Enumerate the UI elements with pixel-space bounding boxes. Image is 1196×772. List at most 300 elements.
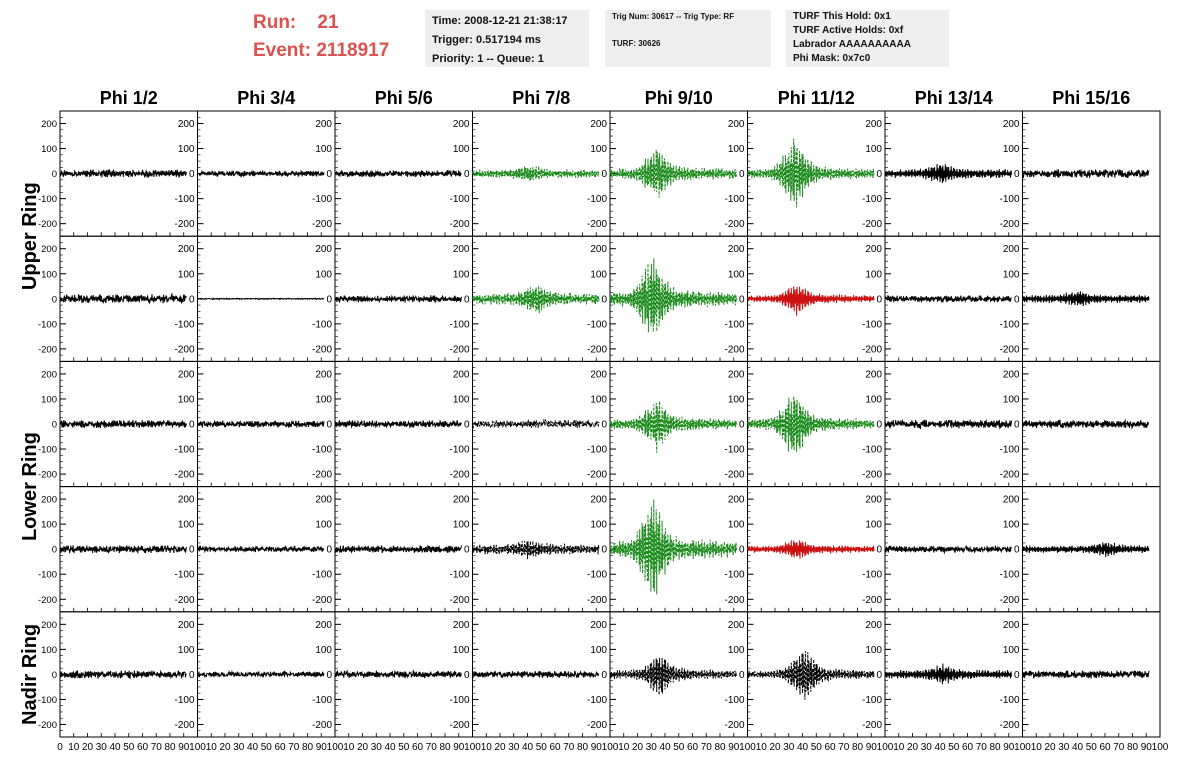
y-tick-label-r1-c4-2: 0 [463,169,470,181]
y-tick-label-r4-c8-3: -100 [999,569,1020,581]
x-tick-label-c3-6: 60 [411,742,424,753]
x-tick-label-c7-10: 100 [1014,742,1031,753]
y-tick-label-r3-c1-0: 200 [41,369,57,381]
y-tick-label-r5-c7-2: 0 [876,669,882,681]
y-tick-label-r1-c8-2: 0 [1013,169,1020,181]
y-tick-label-r3-c8-4: -200 [999,469,1020,481]
waveform-r2-c4 [473,286,600,313]
y-tick-label-r1-c5-2: 0 [601,169,607,181]
y-tick-label-r3-c7-0: 200 [865,369,882,381]
x-tick-label-c3-8: 80 [439,742,451,753]
y-tick-label-r3-c6-1: 100 [727,394,745,406]
y-tick-label-r2-c1-3: -100 [37,319,57,331]
x-tick-label-c4-3: 30 [508,742,520,753]
y-tick-label-r2-c2-2: 0 [188,294,195,306]
waveform-r4-c6 [748,540,875,559]
y-tick-label-r5-c5-4: -200 [586,719,607,731]
y-tick-label-r2-c5-1: 100 [590,269,607,281]
column-header-7: Phi 13/14 [914,88,993,108]
waveform-r4-c4 [473,541,600,559]
y-tick-label-r3-c4-3: -100 [449,444,470,456]
x-tick-label-c7-9: 90 [1003,742,1015,753]
x-tick-label-c8-7: 70 [1113,742,1125,753]
y-tick-label-r5-c1-1: 100 [41,644,57,656]
y-tick-label-r3-c8-3: -100 [999,444,1020,456]
y-tick-label-r5-c6-3: -100 [724,694,745,706]
x-tick-label-c8-8: 80 [1126,742,1139,753]
x-tick-label-c7-1: 10 [893,742,905,753]
y-tick-label-r1-c3-0: 200 [315,119,332,131]
panel-frame-r3-c7 [885,361,1023,486]
x-tick-label-c3-10: 100 [464,742,481,753]
x-tick-label-c2-5: 50 [260,742,272,753]
waveform-r2-c5 [610,258,737,332]
y-tick-label-r4-c5-0: 200 [590,494,607,506]
x-tick-label-c6-8: 80 [851,742,864,753]
y-tick-label-r4-c2-2: 0 [188,544,195,556]
waveform-r2-c1 [60,294,187,303]
y-tick-label-r2-c8-2: 0 [1013,294,1020,306]
y-tick-label-r2-c7-2: 0 [876,294,882,306]
waveform-r4-c8 [1023,542,1150,557]
panel-frame-r4-c5 [610,487,748,612]
y-tick-label-r3-c4-4: -200 [449,469,470,481]
y-tick-label-r3-c2-0: 200 [177,369,195,381]
y-tick-label-r1-c5-4: -200 [586,219,607,231]
y-tick-label-r3-c3-0: 200 [315,369,332,381]
y-tick-label-r5-c7-3: -100 [861,694,882,706]
y-tick-label-r1-c8-3: -100 [999,194,1020,206]
y-tick-label-r3-c7-1: 100 [865,394,882,406]
waveform-r2-c6 [748,286,875,316]
y-tick-label-r1-c1-0: 200 [41,119,57,131]
y-tick-label-r4-c2-3: -100 [174,569,195,581]
y-tick-label-r2-c5-2: 0 [601,294,607,306]
y-tick-label-r3-c7-3: -100 [861,444,882,456]
y-tick-label-r2-c3-0: 200 [315,244,332,256]
x-tick-label-c3-5: 50 [398,742,410,753]
x-tick-label-c1-9: 90 [178,742,190,753]
x-tick-label-c8-1: 10 [1030,742,1042,753]
y-tick-label-r4-c4-4: -200 [449,594,470,606]
y-tick-label-r3-c3-3: -100 [311,444,332,456]
y-tick-label-r4-c7-0: 200 [865,494,882,506]
panel-frame-r4-c4 [473,487,611,612]
x-tick-label-c5-4: 40 [659,742,671,753]
y-tick-label-r5-c6-4: -200 [724,719,745,731]
y-tick-label-r1-c5-3: -100 [586,194,607,206]
x-tick-label-c3-4: 40 [384,742,396,753]
x-tick-label-c4-6: 60 [549,742,561,753]
x-tick-label-c2-2: 20 [219,742,231,753]
x-tick-label-c2-9: 90 [315,742,327,753]
panel-frame-r3-c6 [748,361,886,486]
x-tick-label-c5-6: 60 [686,742,699,753]
y-tick-label-r1-c4-4: -200 [449,219,470,231]
y-tick-label-r5-c1-2: 0 [51,669,57,681]
x-tick-label-c1-1: 10 [68,742,80,753]
waveform-r1-c3 [335,170,462,177]
y-tick-label-r4-c2-0: 200 [177,494,195,506]
waveform-r5-c7 [885,664,1012,685]
y-tick-label-r1-c7-1: 100 [865,144,882,156]
column-header-3: Phi 5/6 [374,88,433,108]
x-tick-label-c1-7: 70 [150,742,162,753]
y-tick-label-r4-c1-4: -200 [37,594,57,606]
y-tick-label-r1-c2-3: -100 [174,194,195,206]
waveform-r4-c7 [885,546,1012,553]
y-tick-label-r4-c7-4: -200 [861,594,882,606]
y-tick-label-r3-c7-2: 0 [876,419,882,431]
panel-frame-r5-c6 [748,612,886,737]
x-tick-label-c2-1: 10 [205,742,217,753]
turf-info-panel [786,10,949,67]
y-tick-label-r1-c7-3: -100 [861,194,882,206]
waveform-r3-c4 [473,420,600,428]
y-tick-label-r2-c8-0: 200 [1002,244,1020,256]
x-tick-label-c6-3: 30 [783,742,795,753]
priority-text: Priority: 1 -- Queue: 1 [432,53,544,65]
x-tick-label-c5-1: 10 [618,742,630,753]
y-tick-label-r1-c2-1: 100 [177,144,195,156]
x-tick-label-c2-8: 80 [301,742,314,753]
waveform-r4-c3 [335,545,462,553]
y-tick-label-r4-c4-2: 0 [463,544,470,556]
y-tick-label-r2-c2-4: -200 [174,344,195,356]
panel-frame-r1-c2 [198,111,336,236]
x-tick-label-c6-5: 50 [810,742,822,753]
panel-frame-r2-c5 [610,236,748,361]
x-tick-label-c6-7: 70 [838,742,850,753]
y-tick-label-r2-c5-3: -100 [586,319,607,331]
x-tick-label-c1-2: 20 [81,742,94,753]
y-tick-label-r2-c6-4: -200 [724,344,745,356]
y-tick-label-r4-c6-3: -100 [724,569,745,581]
panel-frame-r1-c6 [748,111,886,236]
y-tick-label-r2-c2-3: -100 [174,319,195,331]
y-tick-label-r1-c5-1: 100 [590,144,607,156]
panel-frame-r2-c2 [198,236,336,361]
y-tick-label-r5-c4-4: -200 [449,719,470,731]
y-tick-label-r4-c6-2: 0 [738,544,745,556]
y-tick-label-r1-c3-2: 0 [326,169,332,181]
y-tick-label-r3-c3-2: 0 [326,419,332,431]
panel-frame-r5-c7 [885,612,1023,737]
panel-frame-r2-c6 [748,236,886,361]
y-tick-label-r2-c4-4: -200 [449,344,470,356]
y-tick-label-r4-c2-4: -200 [174,594,195,606]
x-tick-label-c4-5: 50 [535,742,547,753]
y-tick-label-r3-c1-3: -100 [37,444,57,456]
y-tick-label-r5-c4-3: -100 [449,694,470,706]
y-tick-label-r5-c3-0: 200 [315,619,332,631]
waveform-r4-c1 [60,545,187,553]
waveform-r3-c2 [198,421,325,428]
waveform-r3-c1 [60,420,187,428]
y-tick-label-r1-c3-3: -100 [311,194,332,206]
y-tick-label-r5-c5-3: -100 [586,694,607,706]
x-tick-label-c3-3: 30 [370,742,382,753]
y-tick-label-r4-c2-1: 100 [177,519,195,531]
event-label: Event: 2118917 [253,40,390,61]
y-tick-label-r5-c5-0: 200 [590,619,607,631]
panel-frame-r3-c4 [473,361,611,486]
y-tick-label-r4-c8-1: 100 [1002,519,1020,531]
y-tick-label-r5-c3-1: 100 [315,644,332,656]
y-tick-label-r3-c6-4: -200 [724,469,745,481]
y-tick-label-r4-c7-2: 0 [876,544,882,556]
panel-frame-r3-c3 [335,361,473,486]
waveform-r5-c6 [748,651,875,700]
panel-frame-r5-c2 [198,612,336,737]
y-tick-label-r4-c7-3: -100 [861,569,882,581]
y-tick-label-r2-c4-1: 100 [452,269,470,281]
y-tick-label-r4-c7-1: 100 [865,519,882,531]
y-tick-label-r2-c4-3: -100 [449,319,470,331]
y-tick-label-r4-c3-2: 0 [326,544,332,556]
y-tick-label-r1-c5-0: 200 [590,119,607,131]
x-tick-label-c5-2: 20 [631,742,644,753]
x-tick-label-c6-4: 40 [796,742,809,753]
y-tick-label-r1-c8-0: 200 [1002,119,1020,131]
waveform-r2-c7 [885,295,1012,302]
x-tick-label-c6-9: 90 [865,742,877,753]
y-tick-label-r1-c1-3: -100 [37,194,57,206]
y-tick-label-r4-c4-0: 200 [452,494,470,506]
panel-frame-r4-c6 [748,487,886,612]
panel-frame-r3-c8 [1023,361,1161,486]
y-tick-label-r1-c7-0: 200 [865,119,882,131]
waveform-r5-c5 [610,658,737,695]
x-tick-label-c2-3: 30 [233,742,245,753]
y-tick-label-r5-c8-4: -200 [999,719,1020,731]
y-tick-label-r4-c6-1: 100 [727,519,745,531]
panel-frame-r2-c1 [60,236,198,361]
y-tick-label-r3-c6-0: 200 [727,369,745,381]
x-tick-label-c1-4: 40 [109,742,121,753]
column-header-2: Phi 3/4 [237,88,296,108]
x-tick-label-c2-10: 100 [326,742,344,753]
y-tick-label-r4-c8-2: 0 [1013,544,1020,556]
y-tick-label-r1-c4-3: -100 [449,194,470,206]
y-tick-label-r4-c3-0: 200 [315,494,332,506]
y-tick-label-r5-c3-3: -100 [311,694,332,706]
y-tick-label-r5-c6-1: 100 [727,644,745,656]
y-tick-label-r1-c1-1: 100 [41,144,57,156]
y-tick-label-r3-c2-3: -100 [174,444,195,456]
turf-text: TURF: 30626 [612,39,661,48]
y-tick-label-r2-c6-3: -100 [724,319,745,331]
y-tick-label-r2-c1-0: 200 [41,244,57,256]
y-tick-label-r1-c7-4: -200 [861,219,882,231]
y-tick-label-r3-c6-3: -100 [724,444,745,456]
waveform-r2-c2 [198,298,325,299]
y-tick-label-r4-c5-2: 0 [601,544,607,556]
y-tick-label-r2-c1-2: 0 [51,294,57,306]
x-tick-label-c1-8: 80 [164,742,176,753]
x-tick-label-c4-2: 20 [494,742,506,753]
x-tick-label-c5-10: 100 [739,742,756,753]
y-tick-label-r5-c4-1: 100 [452,644,470,656]
y-tick-label-r5-c7-0: 200 [865,619,882,631]
y-tick-label-r5-c1-3: -100 [37,694,57,706]
y-tick-label-r4-c4-3: -100 [449,569,470,581]
panel-frame-r1-c8 [1023,111,1161,236]
x-tick-label-c7-2: 20 [906,742,919,753]
y-tick-label-r3-c8-0: 200 [1002,369,1020,381]
y-tick-label-r3-c2-1: 100 [177,394,195,406]
y-tick-label-r4-c6-4: -200 [724,594,745,606]
panel-frame-r4-c8 [1023,487,1161,612]
y-tick-label-r3-c3-4: -200 [311,469,332,481]
x-tick-label-c1-6: 60 [136,742,149,753]
y-tick-label-r5-c3-4: -200 [311,719,332,731]
y-tick-label-r1-c8-4: -200 [999,219,1020,231]
y-tick-label-r2-c1-4: -200 [37,344,57,356]
x-tick-label-c4-9: 90 [590,742,602,753]
panel-frame-r1-c1 [60,111,198,236]
y-tick-label-r5-c6-0: 200 [727,619,745,631]
waveform-r4-c5 [610,499,737,594]
panel-frame-r2-c3 [335,236,473,361]
x-tick-label-c2-4: 40 [246,742,259,753]
y-tick-label-r5-c1-0: 200 [41,619,57,631]
y-tick-label-r2-c7-1: 100 [865,269,882,281]
panel-frame-r4-c7 [885,487,1023,612]
y-tick-label-r2-c8-3: -100 [999,319,1020,331]
panel-frame-r5-c4 [473,612,611,737]
y-tick-label-r5-c6-2: 0 [738,669,745,681]
x-tick-label-c7-4: 40 [934,742,946,753]
y-tick-label-r2-c7-0: 200 [865,244,882,256]
run-label: Run: 21 [253,12,339,33]
y-tick-label-r5-c3-2: 0 [326,669,332,681]
x-tick-label-c8-9: 90 [1140,742,1152,753]
x-tick-label-c7-5: 50 [948,742,960,753]
x-tick-label-c3-9: 90 [453,742,465,753]
x-tick-label-c8-10: 100 [1151,742,1169,753]
y-tick-label-r1-c7-2: 0 [876,169,882,181]
waveform-r1-c6 [748,139,875,208]
y-tick-label-r4-c6-0: 200 [727,494,745,506]
panel-frame-r5-c3 [335,612,473,737]
column-header-6: Phi 11/12 [777,88,855,108]
turf-hold-text: TURF This Hold: 0x1 [793,11,891,22]
x-tick-label-c5-9: 90 [728,742,740,753]
x-tick-label-c8-6: 60 [1099,742,1111,753]
y-tick-label-r1-c2-2: 0 [188,169,195,181]
y-tick-label-r2-c3-1: 100 [315,269,332,281]
y-tick-label-r2-c2-0: 200 [177,244,195,256]
column-header-1: Phi 1/2 [99,88,158,108]
x-tick-label-c4-8: 80 [576,742,589,753]
y-tick-label-r1-c2-0: 200 [177,119,195,131]
x-tick-label-c2-6: 60 [274,742,286,753]
y-tick-label-r3-c5-1: 100 [590,394,607,406]
x-tick-label-c5-8: 80 [714,742,726,753]
panel-frame-r1-c7 [885,111,1023,236]
x-tick-label-c7-7: 70 [975,742,987,753]
waveform-r3-c5 [610,401,737,453]
y-tick-label-r2-c8-1: 100 [1002,269,1020,281]
y-tick-label-r3-c2-4: -200 [174,469,195,481]
y-tick-label-r1-c3-1: 100 [315,144,332,156]
y-tick-label-r3-c7-4: -200 [861,469,882,481]
y-tick-label-r4-c1-1: 100 [41,519,57,531]
x-tick-label-c8-3: 30 [1058,742,1070,753]
y-tick-label-r5-c8-0: 200 [1002,619,1020,631]
y-tick-label-r5-c2-0: 200 [177,619,195,631]
ring-label-2: Lower Ring [19,432,41,542]
y-tick-label-r3-c4-2: 0 [463,419,470,431]
y-tick-label-r1-c4-1: 100 [452,144,470,156]
y-tick-label-r2-c5-4: -200 [586,344,607,356]
y-tick-label-r3-c2-2: 0 [188,419,195,431]
y-tick-label-r5-c2-2: 0 [188,669,195,681]
y-tick-label-r1-c4-0: 200 [452,119,470,131]
panel-frame-r4-c3 [335,487,473,612]
column-header-5: Phi 9/10 [644,88,713,108]
y-tick-label-r5-c2-1: 100 [177,644,195,656]
x-tick-label-c8-5: 50 [1085,742,1097,753]
y-tick-label-r4-c3-4: -200 [311,594,332,606]
y-tick-label-r5-c4-2: 0 [463,669,470,681]
x-tick-label-c6-1: 10 [755,742,767,753]
panel-frame-r5-c5 [610,612,748,737]
x-tick-label-c5-5: 50 [673,742,685,753]
panel-frame-r1-c5 [610,111,748,236]
panel-frame-r5-c8 [1023,612,1161,737]
trig-num-text: Trig Num: 30617 -- Trig Type: RF [612,12,735,21]
y-tick-label-r2-c3-4: -200 [311,344,332,356]
time-info-panel [425,10,589,67]
y-tick-label-r1-c3-4: -200 [311,219,332,231]
y-tick-label-r2-c2-1: 100 [177,269,195,281]
x-tick-label-c4-10: 100 [601,742,619,753]
y-tick-label-r5-c2-4: -200 [174,719,195,731]
time-text: Time: 2008-12-21 21:38:17 [432,15,568,27]
waveform-r3-c7 [885,420,1012,429]
column-header-8: Phi 15/16 [1052,88,1131,108]
waveform-r1-c5 [610,150,737,198]
x-tick-label-c1-10: 100 [189,742,206,753]
y-tick-label-r2-c7-3: -100 [861,319,882,331]
y-tick-label-r3-c5-0: 200 [590,369,607,381]
y-tick-label-r4-c5-3: -100 [586,569,607,581]
y-tick-label-r4-c5-4: -200 [586,594,607,606]
y-tick-label-r2-c3-2: 0 [326,294,332,306]
y-tick-label-r5-c1-4: -200 [37,719,57,731]
x-tick-label-c7-3: 30 [920,742,932,753]
y-tick-label-r4-c5-1: 100 [590,519,607,531]
y-tick-label-r2-c4-0: 200 [452,244,470,256]
y-tick-label-r5-c8-2: 0 [1013,669,1020,681]
y-tick-label-r3-c1-4: -200 [37,469,57,481]
panel-frame-r1-c3 [335,111,473,236]
panel-frame-r2-c7 [885,236,1023,361]
waveform-r5-c2 [198,672,325,678]
x-tick-label-c4-7: 70 [563,742,575,753]
y-tick-label-r4-c8-4: -200 [999,594,1020,606]
y-tick-label-r3-c4-0: 200 [452,369,470,381]
y-tick-label-r2-c6-2: 0 [738,294,745,306]
panel-frame-r2-c4 [473,236,611,361]
waveform-r1-c7 [885,164,1012,183]
y-tick-label-r5-c5-2: 0 [601,669,607,681]
panel-frame-r1-c4 [473,111,611,236]
y-tick-label-r2-c7-4: -200 [861,344,882,356]
waveform-r4-c2 [198,546,325,552]
